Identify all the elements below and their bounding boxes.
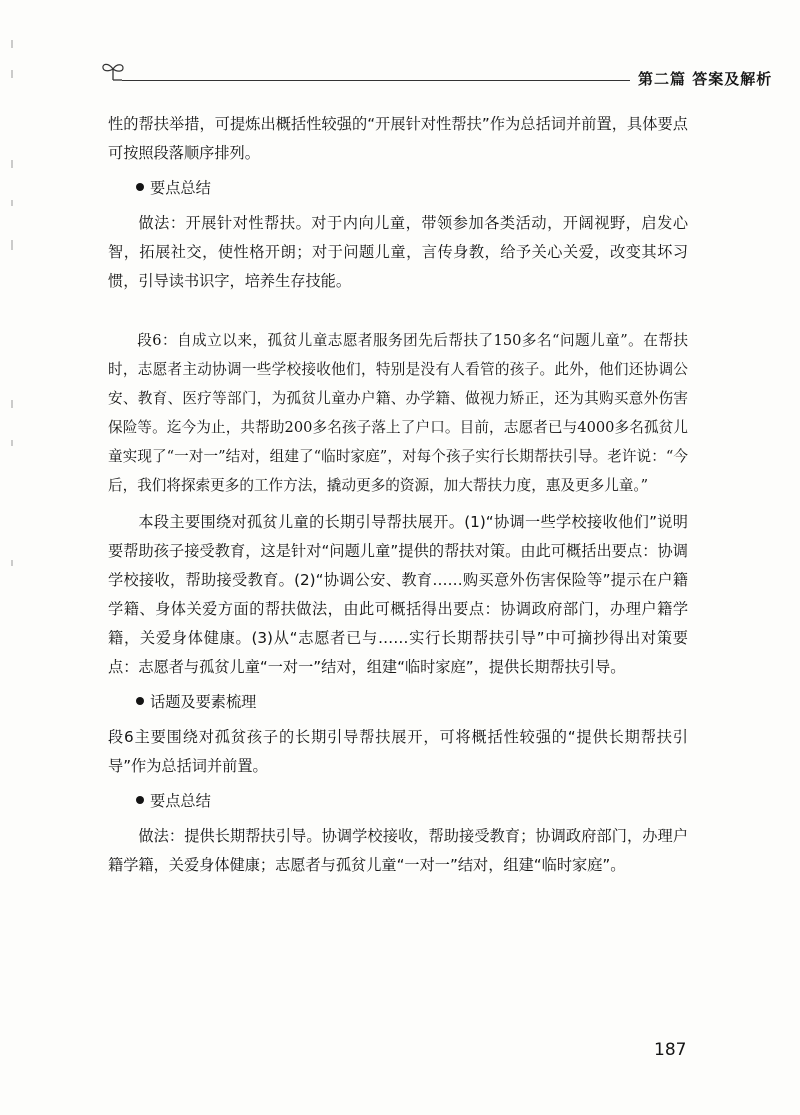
sprout-icon [100,60,126,82]
paragraph: 性的帮扶举措，可提炼出概括性较强的“开展针对性帮扶”作为总括词并前置，具体要点可按照段落顺序排列。 [108,115,688,162]
bullet-icon [136,183,144,191]
paragraph: 段6主要围绕对孤贫孩子的长期引导帮扶展开，可将概括性较强的“提供长期帮扶引导”作为总括词并前置。 [108,728,688,775]
bullet-heading-label: 话题及要素梳理 [150,693,257,711]
bullet-heading [136,787,688,816]
page-content [108,110,688,880]
scan-edge-marks [0,0,20,1115]
bullet-heading-label: 要点总结 [150,792,211,810]
bullet-heading-label: 要点总结 [150,179,211,197]
page-header [100,60,773,90]
bullet-heading [136,174,688,203]
paragraph: 做法：提供长期帮扶引导。协调学校接收，帮助接受教育；协调政府部门，办理户籍学籍，关爱身体健康；志愿者与孤贫儿童“一对一”结对，组建“临时家庭”。 [108,827,688,874]
bullet-icon [136,697,144,705]
header-rule [122,80,630,81]
bullet-heading [136,688,688,717]
paragraph: 做法：开展针对性帮扶。对于内向儿童，带领参加各类活动，开阔视野，启发心智，拓展社交，使性格开朗；对于问题儿童，言传身教，给予关心关爱，改变其坏习惯，引导读书识字，培养生存技能。 [108,214,688,290]
bullet-icon [136,796,144,804]
quoted-passage: 段6：自成立以来，孤贫儿童志愿者服务团先后帮扶了150多名“问题儿童”。在帮扶时，志愿者主动协调一些学校接收他们，特别是没有人看管的孩子。此外，他们还协调公安、教育、医疗等部门，为孤贫儿童办户籍、办学籍、做视力矫正，还为其购买意外伤害保险等。迄今为止，共帮助200多名孩子落上了户口。目前，志愿者已与4000多名孤贫儿童实现了“一对一”结对，组建了“临时家庭”，对每个孩子实行长期帮扶引导。老许说：“今后，我们将探索更多的工作方法，撬动更多的资源，加大帮扶力度，惠及更多儿童。” [108,332,688,494]
page-number: 187 [654,1040,687,1060]
section-title: 第二篇 答案及解析 [638,70,773,88]
paragraph: 本段主要围绕对孤贫儿童的长期引导帮扶展开。(1)“协调一些学校接收他们”说明要帮助孩子接受教育，这是针对“问题儿童”提供的帮扶对策。由此可概括出要点：协调学校接收，帮助接受教育。(2)“协调公安、教育……购买意外伤害保险等”提示在户籍学籍、身体关爱方面的帮扶做法，由此可概括得出要点：协调政府部门，办理户籍学籍，关爱身体健康。(3)从“志愿者已与……实行长期帮扶引导”中可摘抄得出对策要点：志愿者与孤贫儿童“一对一”结对，组建“临时家庭”，提供长期帮扶引导。 [108,513,688,676]
